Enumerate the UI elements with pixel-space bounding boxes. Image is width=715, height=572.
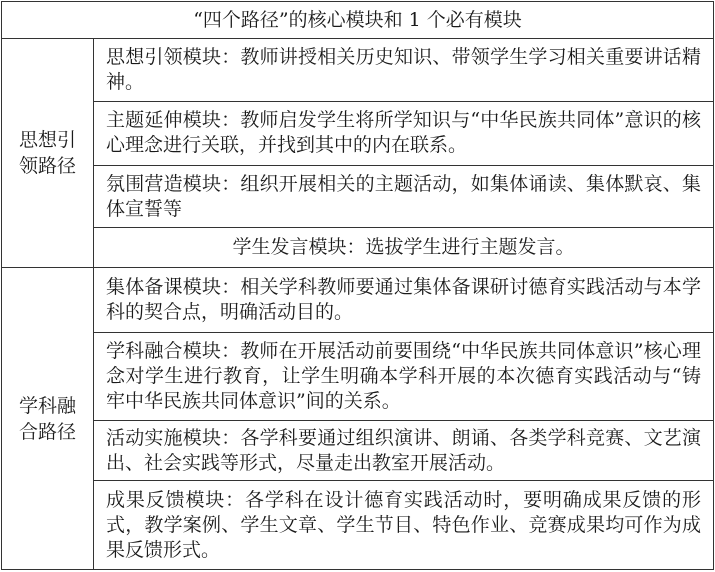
- path-cell-thought-leading: 思想引领路径: [2, 39, 94, 268]
- module-cell: 成果反馈模块：各学科在设计德育实践活动时，要明确成果反馈的形式，教学案例、学生文章、学生节目、特色作业、竞赛成果均可作为成果反馈形式。: [94, 481, 714, 570]
- path-cell-subject-integration: 学科融合路径: [2, 268, 94, 570]
- table-header-row: [2, 2, 714, 39]
- module-cell: 活动实施模块：各学科要通过组织演讲、朗诵、各类学科竞赛、文艺演出、社会实践等形式，尽量走出教室开展活动。: [94, 421, 714, 481]
- table-row: [2, 268, 714, 332]
- module-cell: 学生发言模块：选拔学生进行主题发言。: [94, 228, 714, 268]
- table-row: [2, 421, 714, 481]
- modules-table: [1, 1, 714, 570]
- module-cell: 氛围营造模块：组织开展相关的主题活动，如集体诵读、集体默哀、集体宣誓等: [94, 165, 714, 227]
- table-row: [2, 101, 714, 165]
- module-cell: 学科融合模块：教师在开展活动前要围绕“中华民族共同体意识”核心理念对学生进行教育，让学生明确本学科开展的本次德育实践活动与“铸牢中华民族共同体意识”间的关系。: [94, 332, 714, 420]
- table-row: [2, 39, 714, 101]
- table-row: [2, 332, 714, 420]
- table-title: “四个路径”的核心模块和 1 个必有模块: [2, 2, 714, 39]
- module-cell: 思想引领模块：教师讲授相关历史知识、带领学生学习相关重要讲话精神。: [94, 39, 714, 101]
- document: [1, 1, 714, 570]
- module-cell: 主题延伸模块：教师启发学生将所学知识与“中华民族共同体”意识的核心理念进行关联，并找到其中的内在联系。: [94, 101, 714, 165]
- table-row: [2, 165, 714, 227]
- module-cell: 集体备课模块：相关学科教师要通过集体备课研讨德育实践活动与本学科的契合点，明确活动目的。: [94, 268, 714, 332]
- table-row: [2, 481, 714, 570]
- table-row: [2, 228, 714, 268]
